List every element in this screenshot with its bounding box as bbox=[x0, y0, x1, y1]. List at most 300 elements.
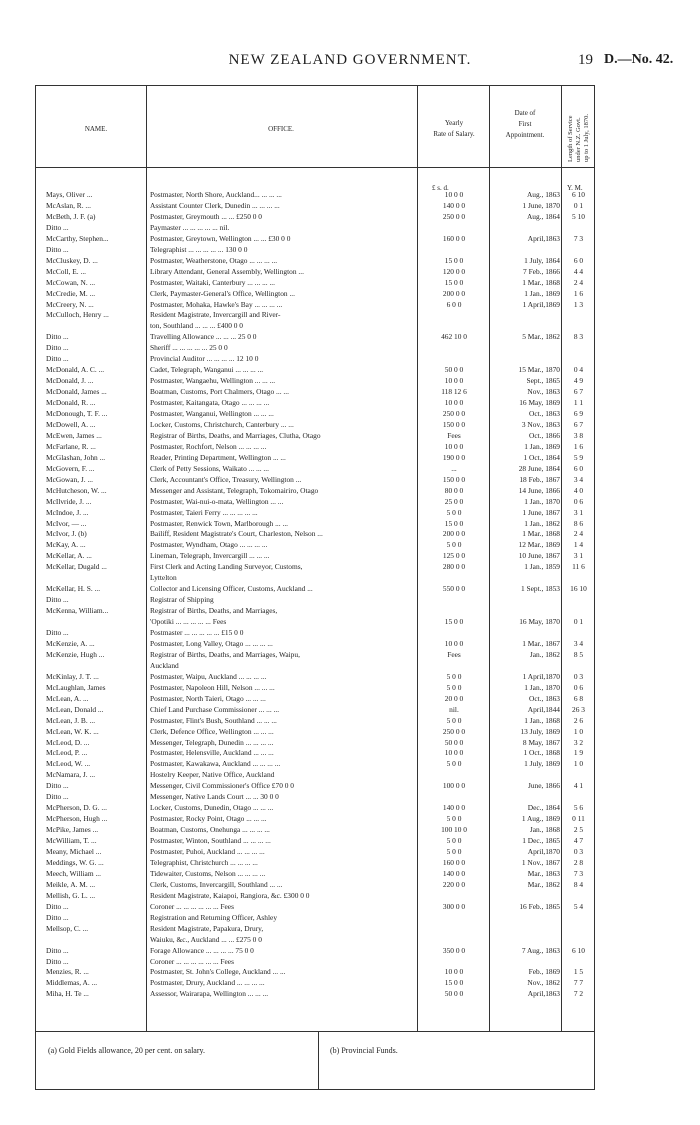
staff-name: McDonough, T. F. ... bbox=[46, 409, 108, 418]
service-length-cell: 5 6 bbox=[573, 803, 584, 813]
table-row bbox=[36, 464, 596, 473]
staff-name: McIndoe, J. ... bbox=[46, 507, 89, 517]
office-cell: Resident Magistrate, Papakura, Drury, bbox=[150, 923, 264, 933]
staff-name: McDonald, A. C. ... bbox=[46, 365, 105, 375]
office-cell: Clerk of Petty Sessions, Waikato ... ... ... bbox=[150, 463, 269, 473]
table-row bbox=[36, 858, 596, 867]
staff-name: McLeod, W. ... bbox=[46, 759, 91, 769]
staff-name: Ditto ... bbox=[46, 901, 69, 911]
table-row bbox=[36, 409, 596, 418]
table-row bbox=[36, 256, 596, 265]
office-cell: Assessor, Wairarapa, Wellington ... ... ... bbox=[150, 989, 269, 999]
salary-cell: 160 0 0 bbox=[442, 233, 466, 243]
office-cell: Postmaster ... ... ... ... ... £15 0 0 bbox=[150, 628, 244, 637]
staff-name: Meech, William ... bbox=[46, 868, 101, 878]
office-cell: Cadet, Telegraph, Wanganui ... ... ... ... bbox=[150, 365, 264, 375]
service-length-cell: 3 1 bbox=[573, 507, 584, 517]
table-row bbox=[36, 365, 596, 374]
appointment-date-cell: Nov., 1863 bbox=[527, 387, 560, 397]
table-frame bbox=[35, 85, 595, 1090]
appointment-date-cell: 16 May, 1869 bbox=[519, 398, 560, 408]
appointment-date-cell: Oct., 1866 bbox=[529, 430, 560, 440]
office-cell: Resident Magistrate, Invercargill and River- bbox=[150, 310, 281, 320]
table-row bbox=[36, 190, 596, 199]
table-row bbox=[36, 978, 596, 987]
salary-cell: Fees bbox=[447, 649, 461, 659]
column-header-salary bbox=[419, 118, 489, 140]
footnote-b: (b) Provincial Funds. bbox=[330, 1046, 398, 1055]
service-length-cell: 6 7 bbox=[573, 419, 584, 429]
staff-name: McLean, A. ... bbox=[46, 693, 89, 703]
staff-name: McKellar, Dugald ... bbox=[46, 562, 107, 572]
salary-cell: 550 0 0 bbox=[442, 584, 466, 594]
appointment-date-cell: April,1863 bbox=[527, 233, 560, 243]
appointment-date-cell: Jan., 1862 bbox=[529, 649, 560, 659]
table-row bbox=[36, 661, 596, 670]
salary-cell: 10 0 0 bbox=[444, 190, 464, 199]
office-cell: Waiuku, &c., Auckland ... ... £275 0 0 bbox=[150, 934, 262, 944]
page-number: 19 bbox=[578, 52, 593, 68]
appointment-date-cell: 7 Feb., 1866 bbox=[523, 266, 560, 276]
staff-name: McDonald, J. ... bbox=[46, 376, 94, 386]
office-cell: Boatman, Customs, Port Chalmers, Otago ... ... bbox=[150, 387, 289, 397]
appointment-date-cell: 1 Mar., 1868 bbox=[522, 529, 560, 539]
column-header-date-line: Appointment. bbox=[505, 131, 545, 139]
table-row bbox=[36, 540, 596, 549]
table-row bbox=[36, 946, 596, 955]
table-row bbox=[36, 387, 596, 396]
service-length-cell: 6 10 bbox=[572, 945, 585, 955]
appointment-date-cell: 1 Mar., 1868 bbox=[522, 277, 560, 287]
salary-cell: Fees bbox=[447, 430, 461, 440]
staff-name: McIvor, — ... bbox=[46, 518, 87, 528]
table-row bbox=[36, 781, 596, 790]
staff-name: McPherson, D. G. ... bbox=[46, 803, 107, 813]
office-cell: Resident Magistrate, Kaiapoi, Rangiora, &c. £300 0 0 bbox=[150, 890, 310, 900]
salary-cell: 280 0 0 bbox=[442, 562, 466, 572]
service-length-cell: 2 5 bbox=[573, 825, 584, 835]
service-length-cell: 8 3 bbox=[573, 332, 584, 342]
service-length-cell: 0 3 bbox=[573, 671, 584, 681]
appointment-date-cell: April,1863 bbox=[527, 989, 560, 999]
table-row bbox=[36, 376, 596, 385]
document-reference: D.—No. 42. bbox=[604, 52, 674, 67]
column-header-date bbox=[491, 108, 559, 141]
service-length-cell: 16 10 bbox=[570, 584, 587, 594]
salary-cell: 5 0 0 bbox=[446, 836, 462, 846]
office-cell: Postmaster, Wai-nui-o-mata, Wellington ... ... bbox=[150, 496, 284, 506]
appointment-date-cell: 15 Mar., 1870 bbox=[518, 365, 560, 375]
staff-name: McEwen, James ... bbox=[46, 430, 102, 440]
office-cell: Postmaster, Greytown, Wellington ... ... £30 0 0 bbox=[150, 233, 291, 243]
service-length-cell: 3 2 bbox=[573, 737, 584, 747]
salary-cell: 250 0 0 bbox=[442, 409, 466, 418]
service-length-cell: 1 6 bbox=[573, 441, 584, 451]
appointment-date-cell: 1 Dec., 1865 bbox=[522, 836, 560, 846]
service-length-cell: 8 6 bbox=[573, 518, 584, 528]
staff-name: Meikle, A. M. ... bbox=[46, 879, 96, 889]
salary-cell: 250 0 0 bbox=[442, 726, 466, 736]
staff-name: McLeod, P. ... bbox=[46, 748, 88, 758]
service-length-cell: 7 2 bbox=[573, 989, 584, 999]
service-length-cell: 3 4 bbox=[573, 474, 584, 484]
column-header-length-line: up to 1 July, 1870. bbox=[583, 114, 590, 162]
table-row bbox=[36, 234, 596, 243]
table-row bbox=[36, 869, 596, 878]
footnote-a: (a) Gold Fields allowance, 20 per cent. on salary. bbox=[48, 1046, 205, 1055]
office-cell: Postmaster, Napoleon Hill, Nelson ... ... ... bbox=[150, 682, 275, 692]
staff-name: McColl, E. ... bbox=[46, 266, 87, 276]
office-cell: Messenger and Assistant, Telegraph, Tokomairiro, Otago bbox=[150, 485, 319, 495]
salary-cell: 250 0 0 bbox=[442, 211, 466, 221]
table-row bbox=[36, 267, 596, 276]
service-length-cell: 7 3 bbox=[573, 233, 584, 243]
salary-cell: 50 0 0 bbox=[444, 989, 464, 999]
table-row bbox=[36, 562, 596, 571]
table-row bbox=[36, 727, 596, 736]
salary-cell: 20 0 0 bbox=[444, 693, 464, 703]
salary-cell: 5 0 0 bbox=[446, 759, 462, 769]
appointment-date-cell: 1 June, 1870 bbox=[522, 200, 560, 210]
appointment-date-cell: Aug., 1864 bbox=[526, 211, 560, 221]
table-row bbox=[36, 497, 596, 506]
salary-cell: 200 0 0 bbox=[442, 529, 466, 539]
service-length-cell: 0 6 bbox=[573, 496, 584, 506]
staff-name: McHutcheson, W. ... bbox=[46, 485, 107, 495]
office-cell: Provincial Auditor ... ... ... ... 12 10 0 bbox=[150, 354, 259, 364]
table-row bbox=[36, 442, 596, 451]
appointment-date-cell: 1 Oct., 1864 bbox=[523, 452, 560, 462]
table-row bbox=[36, 705, 596, 714]
office-cell: Postmaster, Taieri Ferry ... ... ... ... ... bbox=[150, 507, 258, 517]
staff-name: McKenzie, A. ... bbox=[46, 638, 95, 648]
staff-name: Ditto ... bbox=[46, 354, 69, 364]
appointment-date-cell: Mar., 1863 bbox=[527, 868, 560, 878]
staff-name: Meany, Michael ... bbox=[46, 847, 102, 856]
staff-name: Mays, Oliver ... bbox=[46, 190, 93, 199]
service-length-cell: 6 10 bbox=[572, 190, 585, 199]
service-length-cell: 2 8 bbox=[573, 857, 584, 867]
table-row bbox=[36, 770, 596, 779]
office-cell: Postmaster, Waipu, Auckland ... ... ... ... bbox=[150, 671, 267, 681]
staff-name: McBeth, J. F. (a) bbox=[46, 211, 96, 221]
appointment-date-cell: 3 Nov., 1863 bbox=[521, 419, 560, 429]
table-row bbox=[36, 300, 596, 309]
office-cell: Postmaster, Rocky Point, Otago ... ... ... bbox=[150, 814, 267, 824]
appointment-date-cell: 1 April,1869 bbox=[522, 299, 560, 309]
staff-name: Ditto ... bbox=[46, 595, 69, 605]
column-header-salary-line: Yearly bbox=[444, 119, 464, 127]
table-row bbox=[36, 551, 596, 560]
staff-name: McCluskey, D. ... bbox=[46, 255, 98, 265]
salary-cell: 15 0 0 bbox=[444, 518, 464, 528]
table-row bbox=[36, 475, 596, 484]
table-row bbox=[36, 639, 596, 648]
service-length-cell: 4 0 bbox=[573, 485, 584, 495]
staff-name: McLean, Donald ... bbox=[46, 704, 104, 714]
service-length-cell: 11 6 bbox=[572, 562, 585, 572]
service-length-cell: 3 8 bbox=[573, 430, 584, 440]
service-length-cell: 2 4 bbox=[573, 529, 584, 539]
service-length-cell: 1 0 bbox=[573, 726, 584, 736]
appointment-date-cell: Feb., 1869 bbox=[528, 967, 560, 977]
table-row bbox=[36, 989, 596, 998]
staff-name: McGlashan, John ... bbox=[46, 452, 106, 462]
staff-name: McPherson, Hugh ... bbox=[46, 814, 108, 824]
appointment-date-cell: 1 Oct., 1868 bbox=[523, 748, 560, 758]
table-row bbox=[36, 716, 596, 725]
table-row bbox=[36, 672, 596, 681]
office-cell: Locker, Customs, Christchurch, Canterbury ... ... bbox=[150, 419, 294, 429]
staff-name: McLean, W. K. ... bbox=[46, 726, 99, 736]
service-length-cell: 6 7 bbox=[573, 387, 584, 397]
table-row bbox=[36, 420, 596, 429]
salary-cell: 10 0 0 bbox=[444, 376, 464, 386]
service-length-cell: 4 9 bbox=[573, 376, 584, 386]
service-length-cell: 26 3 bbox=[572, 704, 585, 714]
office-cell: Messenger, Civil Commissioner's Office £70 0 0 bbox=[150, 781, 294, 791]
salary-cell: 150 0 0 bbox=[442, 419, 466, 429]
table-row bbox=[36, 935, 596, 944]
office-cell: Lineman, Telegraph, Invercargill ... ... ... bbox=[150, 551, 270, 561]
office-cell: Postmaster, Drury, Auckland ... ... ... ... bbox=[150, 978, 265, 988]
staff-name: McKinlay, J. T. ... bbox=[46, 671, 99, 681]
service-length-cell: 8 4 bbox=[573, 879, 584, 889]
salary-cell: 50 0 0 bbox=[444, 365, 464, 375]
salary-cell: 190 0 0 bbox=[442, 452, 466, 462]
staff-name: Menzies, R. ... bbox=[46, 967, 89, 977]
office-cell: Collector and Licensing Officer, Customs, Auckland ... bbox=[150, 584, 313, 594]
office-cell: Postmaster, Winton, Southland ... ... ... ... bbox=[150, 836, 271, 846]
salary-cell: 15 0 0 bbox=[444, 617, 464, 627]
table-row bbox=[36, 913, 596, 922]
office-cell: Postmaster, Puhoi, Auckland ... ... ... ... bbox=[150, 847, 265, 856]
office-cell: Registrar of Shipping bbox=[150, 595, 214, 605]
appointment-date-cell: June, 1866 bbox=[527, 781, 560, 791]
salary-cell: 10 0 0 bbox=[444, 398, 464, 408]
appointment-date-cell: 18 Feb., 1867 bbox=[519, 474, 560, 484]
office-cell: Postmaster, Waitaki, Canterbury ... ... ... ... bbox=[150, 277, 276, 287]
table-row bbox=[36, 606, 596, 615]
office-cell: Tidewaiter, Customs, Nelson ... ... ... ... bbox=[150, 868, 266, 878]
office-cell: 'Opotiki ... ... ... ... ... Fees bbox=[150, 617, 227, 627]
appointment-date-cell: 1 Nov., 1867 bbox=[521, 857, 560, 867]
office-cell: Registrar of Births, Deaths, and Marriages, Waipu, bbox=[150, 649, 300, 659]
staff-name: McWilliam, T. ... bbox=[46, 836, 97, 846]
staff-name: McLeod, D. ... bbox=[46, 737, 90, 747]
staff-name: McDonald, James ... bbox=[46, 387, 107, 397]
table-row bbox=[36, 223, 596, 232]
office-cell: Hostelry Keeper, Native Office, Auckland bbox=[150, 770, 275, 780]
appointment-date-cell: 1 Jan., 1859 bbox=[524, 562, 560, 572]
service-length-cell: 8 5 bbox=[573, 649, 584, 659]
service-length-cell: 0 4 bbox=[573, 365, 584, 375]
staff-name: McKenzie, Hugh ... bbox=[46, 649, 105, 659]
table-row bbox=[36, 508, 596, 517]
office-cell: Postmaster, Wangaehu, Wellington ... ... ... bbox=[150, 376, 276, 386]
salary-cell: 220 0 0 bbox=[442, 879, 466, 889]
staff-name: McKay, A. ... bbox=[46, 540, 86, 550]
staff-name: Ditto ... bbox=[46, 343, 69, 353]
table-row bbox=[36, 891, 596, 900]
appointment-date-cell: 1 Aug., 1869 bbox=[521, 814, 560, 824]
salary-cell: 150 0 0 bbox=[442, 474, 466, 484]
office-cell: Library Attendant, General Assembly, Wellington ... bbox=[150, 266, 304, 276]
table-row bbox=[36, 321, 596, 330]
salary-cell: 300 0 0 bbox=[442, 901, 466, 911]
salary-cell: nil. bbox=[449, 704, 459, 714]
page-header-title: NEW ZEALAND GOVERNMENT. bbox=[228, 52, 472, 68]
salary-cell: 350 0 0 bbox=[442, 945, 466, 955]
column-header-length bbox=[567, 114, 591, 162]
column-header-length-line: under N.Z. Govt. bbox=[575, 117, 582, 162]
table-row bbox=[36, 847, 596, 856]
staff-name: McFarlane, R. ... bbox=[46, 441, 96, 451]
table-row bbox=[36, 289, 596, 298]
table-row bbox=[36, 354, 596, 363]
appointment-date-cell: 1 April,1870 bbox=[522, 671, 560, 681]
footnote-divider bbox=[318, 1031, 319, 1090]
service-length-cell: 4 7 bbox=[573, 836, 584, 846]
staff-name: Middlemas, A. ... bbox=[46, 978, 98, 988]
salary-cell: 140 0 0 bbox=[442, 868, 466, 878]
service-length-cell: 2 6 bbox=[573, 715, 584, 725]
service-length-cell: 1 6 bbox=[573, 288, 584, 298]
appointment-date-cell: April,1870 bbox=[527, 847, 560, 856]
service-length-cell: 6 0 bbox=[573, 463, 584, 473]
table-row bbox=[36, 529, 596, 538]
service-length-cell: 5 9 bbox=[573, 452, 584, 462]
table-row bbox=[36, 212, 596, 221]
column-header-date-line: Date of bbox=[514, 109, 536, 117]
service-length-cell: 0 1 bbox=[573, 617, 584, 627]
column-header-salary-line: Rate of Salary. bbox=[433, 130, 475, 138]
salary-cell: 118 12 6 bbox=[441, 387, 467, 397]
service-length-cell: 1 9 bbox=[573, 748, 584, 758]
table-row bbox=[36, 398, 596, 407]
appointment-date-cell: 1 June, 1867 bbox=[522, 507, 560, 517]
staff-name: Ditto ... bbox=[46, 956, 69, 966]
appointment-date-cell: 1 Jan., 1869 bbox=[524, 441, 560, 451]
office-cell: Clerk, Accountant's Office, Treasury, Wellington ... bbox=[150, 474, 302, 484]
header-divider bbox=[36, 167, 594, 168]
appointment-date-cell: 1 Sept., 1853 bbox=[520, 584, 560, 594]
office-cell: Postmaster, Wanganui, Wellington ... ... ... bbox=[150, 409, 274, 418]
staff-name: McKenna, William... bbox=[46, 606, 109, 616]
office-cell: Paymaster ... ... ... ... ... nil. bbox=[150, 222, 230, 232]
service-length-cell: 4 4 bbox=[573, 266, 584, 276]
staff-name: McAslan, R. ... bbox=[46, 200, 91, 210]
staff-name: Ditto ... bbox=[46, 222, 69, 232]
staff-name: Meddings, W. G. ... bbox=[46, 857, 104, 867]
table-row bbox=[36, 310, 596, 319]
service-length-cell: 6 9 bbox=[573, 409, 584, 418]
salary-cell: 462 10 0 bbox=[441, 332, 467, 342]
office-cell: Postmaster, Rochfort, Nelson ... ... ... ... bbox=[150, 441, 267, 451]
table-row bbox=[36, 803, 596, 812]
service-length-cell: 0 1 bbox=[573, 200, 584, 210]
salary-cell: 15 0 0 bbox=[444, 277, 464, 287]
salary-cell: 10 0 0 bbox=[444, 638, 464, 648]
salary-cell: 5 0 0 bbox=[446, 715, 462, 725]
table-row bbox=[36, 880, 596, 889]
appointment-date-cell: 1 July, 1869 bbox=[524, 759, 560, 769]
appointment-date-cell: Jan., 1868 bbox=[529, 825, 560, 835]
appointment-date-cell: 12 Mar., 1869 bbox=[518, 540, 560, 550]
staff-name: McCarthy, Stephen... bbox=[46, 233, 109, 243]
salary-cell: 5 0 0 bbox=[446, 814, 462, 824]
staff-name: Mellish, G. L. ... bbox=[46, 890, 96, 900]
staff-name: McCowan, N. ... bbox=[46, 277, 96, 287]
service-length-cell: 1 3 bbox=[573, 299, 584, 309]
table-row bbox=[36, 486, 596, 495]
office-cell: Locker, Customs, Dunedin, Otago ... ... ... bbox=[150, 803, 274, 813]
service-length-cell: 6 0 bbox=[573, 255, 584, 265]
appointment-date-cell: 13 July, 1869 bbox=[520, 726, 560, 736]
staff-name: McKellar, A. ... bbox=[46, 551, 92, 561]
office-cell: First Clerk and Acting Landing Surveyor, Customs, bbox=[150, 562, 303, 572]
table-row bbox=[36, 519, 596, 528]
table-row bbox=[36, 836, 596, 845]
staff-name: Ditto ... bbox=[46, 628, 69, 637]
office-cell: Postmaster, Renwick Town, Marlborough ... ... bbox=[150, 518, 289, 528]
table-row bbox=[36, 814, 596, 823]
office-cell: Assistant Counter Clerk, Dunedin ... ... ... ... bbox=[150, 200, 280, 210]
office-cell: Clerk, Paymaster-General's Office, Wellington ... bbox=[150, 288, 296, 298]
office-cell: Postmaster, Greymouth ... ... £250 0 0 bbox=[150, 211, 262, 221]
appointment-date-cell: 5 Mar., 1862 bbox=[522, 332, 560, 342]
staff-name: McIvor, J. (b) bbox=[46, 529, 87, 539]
table-row bbox=[36, 584, 596, 593]
service-length-cell: 1 4 bbox=[573, 540, 584, 550]
office-cell: Postmaster, Wyndham, Otago ... ... ... ... bbox=[150, 540, 268, 550]
table-row bbox=[36, 343, 596, 352]
salary-cell: 5 0 0 bbox=[446, 847, 462, 856]
salary-cell: 10 0 0 bbox=[444, 967, 464, 977]
table-row bbox=[36, 332, 596, 341]
staff-name: McDowell, A. ... bbox=[46, 419, 96, 429]
office-cell: Postmaster, Weatherstone, Otago ... ... ... ... bbox=[150, 255, 278, 265]
service-length-cell: 0 11 bbox=[572, 814, 585, 824]
staff-name: Ditto ... bbox=[46, 912, 69, 922]
salary-cell: 5 0 0 bbox=[446, 682, 462, 692]
appointment-date-cell: 1 Mar., 1867 bbox=[522, 638, 560, 648]
office-cell: Clerk, Customs, Invercargill, Southland ... ... bbox=[150, 879, 283, 889]
office-cell: Postmaster, St. John's College, Auckland ... ... bbox=[150, 967, 286, 977]
table-row bbox=[36, 902, 596, 911]
office-cell: Postmaster, Long Valley, Otago ... ... ... ... bbox=[150, 638, 273, 648]
table-row bbox=[36, 278, 596, 287]
service-length-cell: 2 4 bbox=[573, 277, 584, 287]
salary-cell: 80 0 0 bbox=[444, 485, 464, 495]
salary-cell: 100 10 0 bbox=[441, 825, 467, 835]
office-cell: Boatman, Customs, Onehunga ... ... ... ... bbox=[150, 825, 270, 835]
salary-cell: 6 0 0 bbox=[446, 299, 462, 309]
office-cell: Messenger, Telegraph, Dunedin ... ... ... ... bbox=[150, 737, 274, 747]
table-row bbox=[36, 792, 596, 801]
appointment-date-cell: 1 Jan., 1870 bbox=[524, 496, 560, 506]
office-cell: ton, Southland ... ... ... £400 0 0 bbox=[150, 321, 243, 331]
table-row bbox=[36, 924, 596, 933]
service-length-cell: 1 5 bbox=[573, 967, 584, 977]
office-cell: Chief Land Purchase Commissioner ... ... ... bbox=[150, 704, 280, 714]
appointment-date-cell: Dec., 1864 bbox=[527, 803, 560, 813]
table-row bbox=[36, 759, 596, 768]
table-row bbox=[36, 825, 596, 834]
table-row bbox=[36, 431, 596, 440]
appointment-date-cell: 1 Jan., 1862 bbox=[524, 518, 560, 528]
salary-cell: 10 0 0 bbox=[444, 441, 464, 451]
